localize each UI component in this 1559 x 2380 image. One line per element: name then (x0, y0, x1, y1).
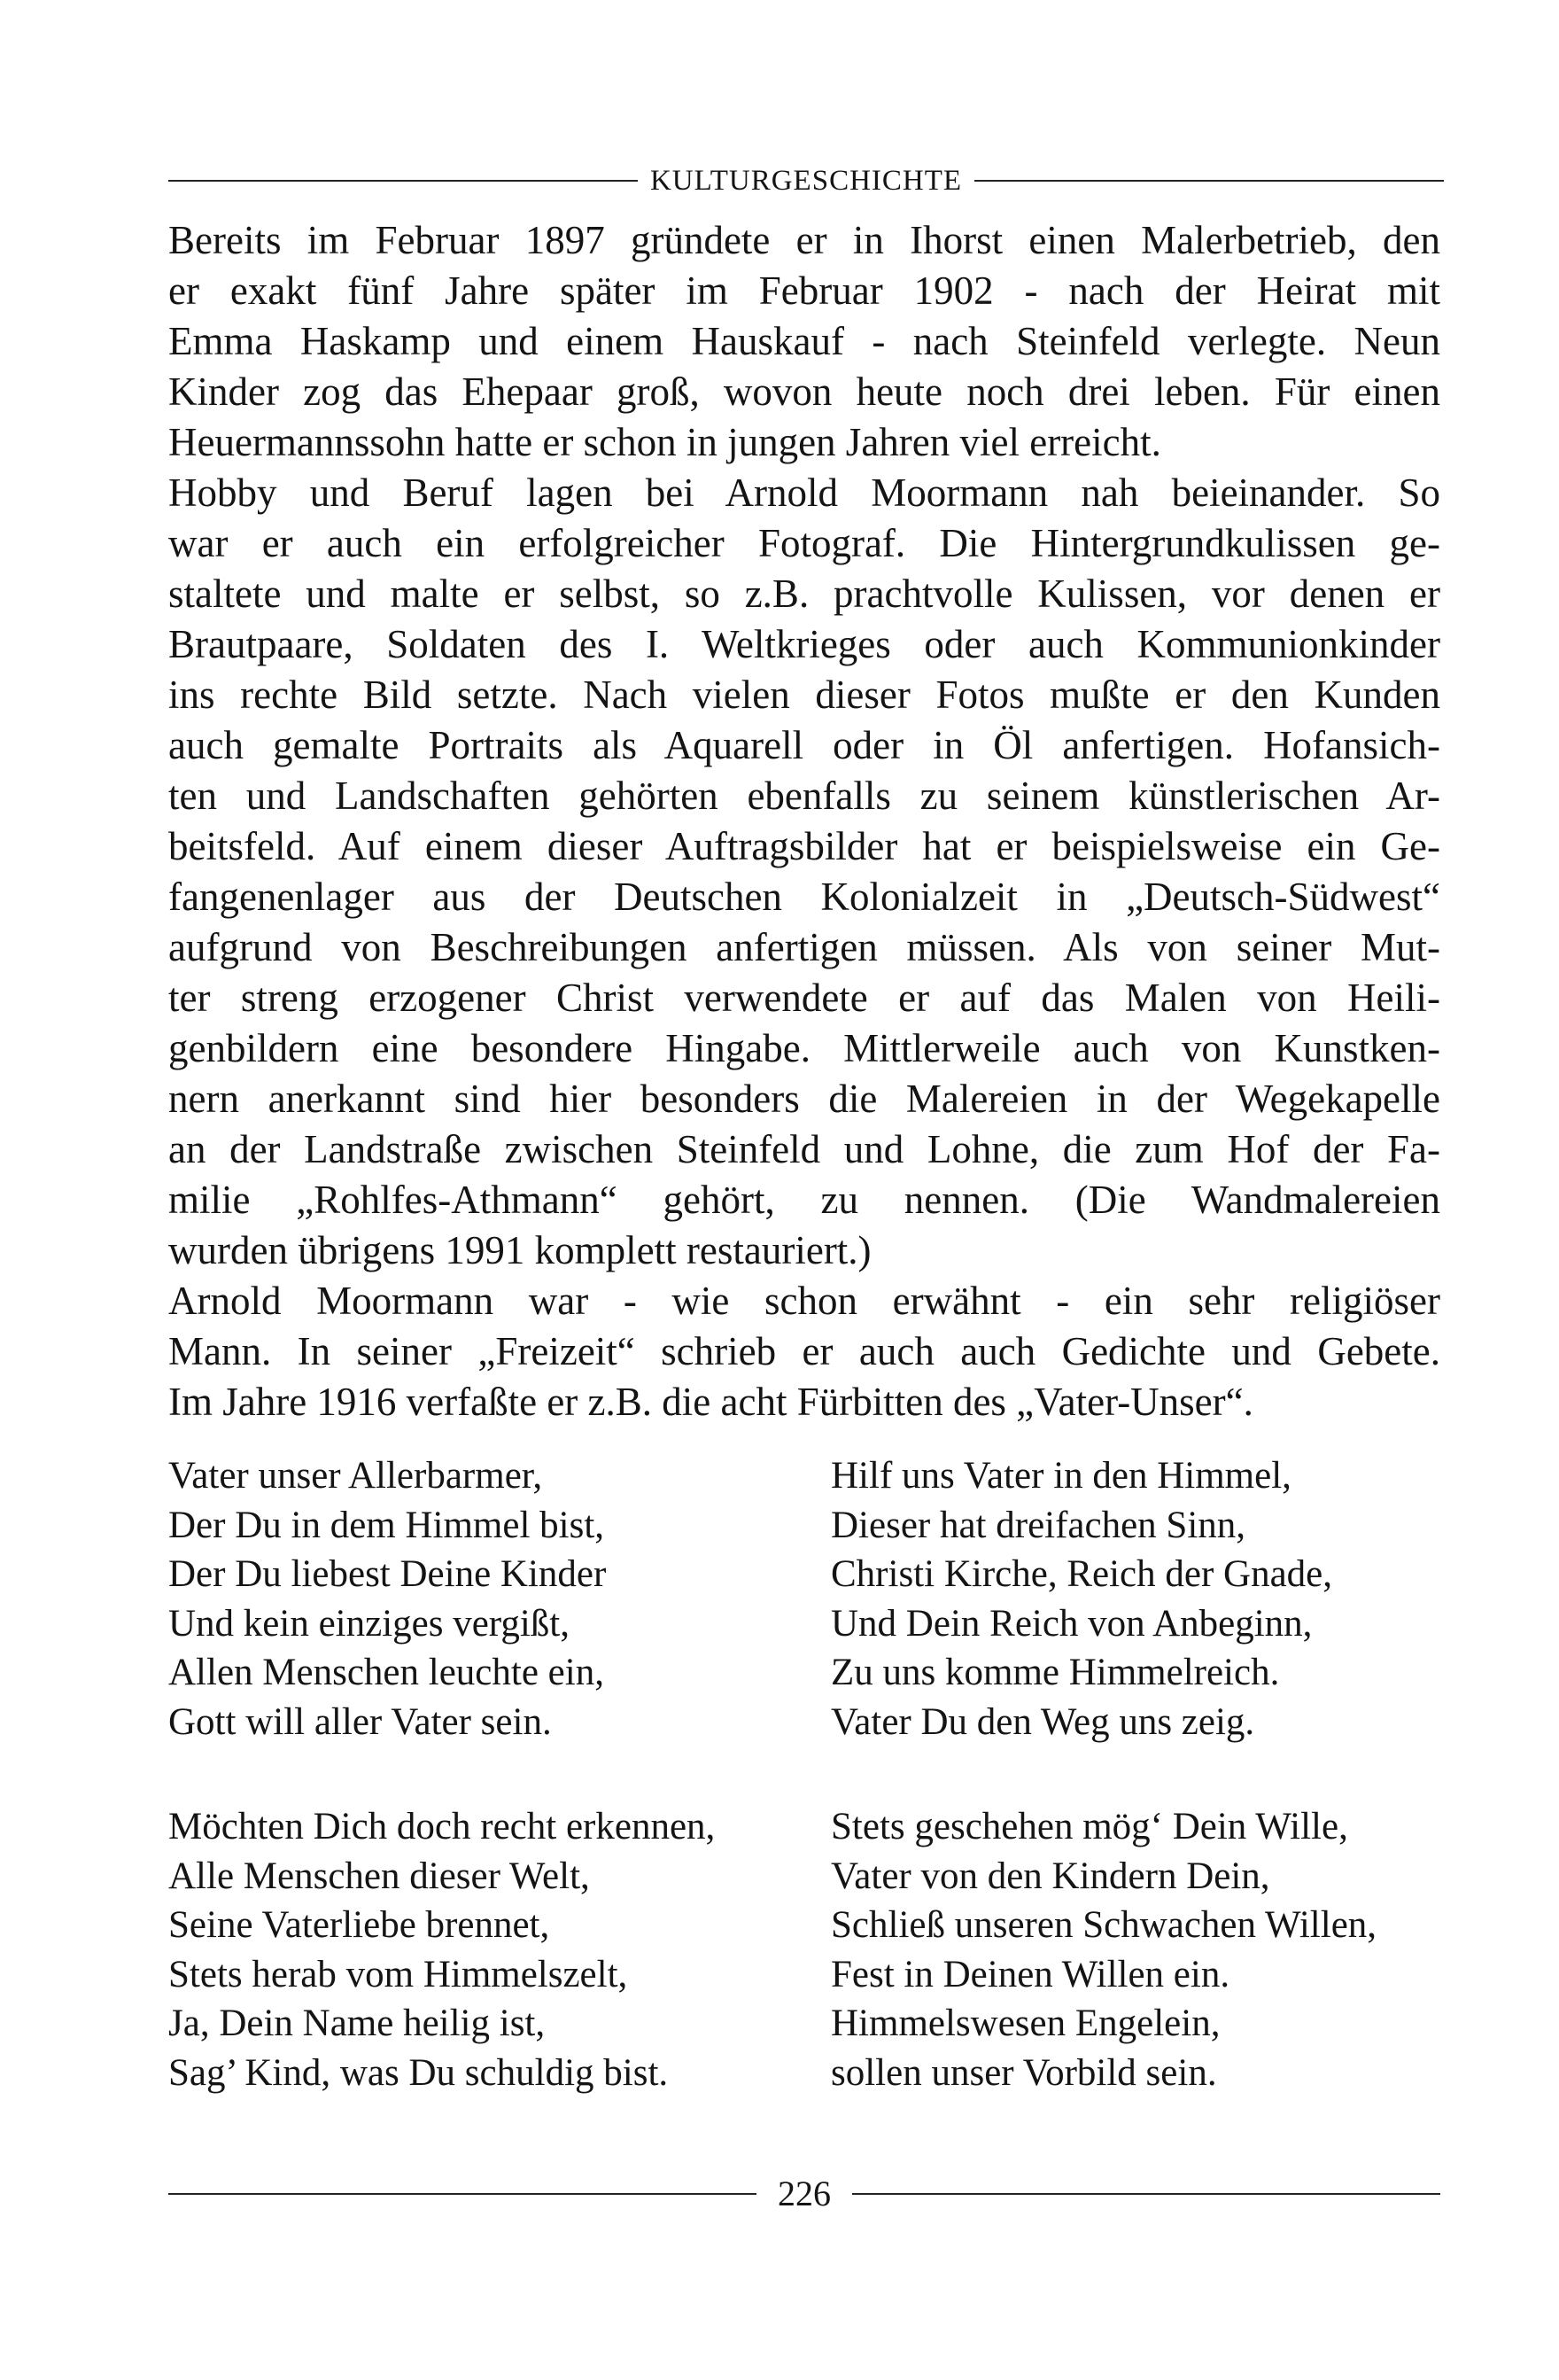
body-line: staltete und malte er selbst, so z.B. prachtvolle Kulissen, vor denen er (168, 572, 1440, 616)
body-line: wurden übrigens 1991 komplett restauriert.) (168, 1228, 872, 1272)
body-line: Hobby und Beruf lagen bei Arnold Moormann nah beieinander. So (168, 471, 1440, 515)
body-line: an der Landstraße zwischen Steinfeld und Lohne, die zum Hof der Fa- (168, 1127, 1440, 1171)
body-line: genbildern eine besondere Hingabe. Mittlerweile auch von Kunstken- (168, 1026, 1440, 1070)
footer-rule-right (852, 2193, 1440, 2195)
body-line: war er auch ein erfolgreicher Fotograf. Die Hintergrundkulissen ge- (168, 521, 1440, 565)
running-header (168, 154, 1444, 207)
section-title: KULTURGESCHICHTE (649, 164, 963, 197)
poem-verse: sollen unser Vorbild sein. (831, 2051, 1217, 2094)
body-line: ten und Landschaften gehörten ebenfalls zu seinem künstlerischen Ar- (168, 774, 1440, 818)
poem-verse: Fest in Deinen Willen ein. (831, 1953, 1230, 1995)
poem-verse: Christi Kirche, Reich der Gnade, (831, 1553, 1332, 1595)
poem-verse: Vater von den Kindern Dein, (831, 1855, 1270, 1897)
poem-verse: Seine Vaterliebe brennet, (168, 1904, 550, 1946)
poem-verse: Der Du liebest Deine Kinder (168, 1553, 607, 1595)
body-line: fangenenlager aus der Deutschen Kolonialzeit in „Deutsch-Südwest“ (168, 875, 1440, 919)
body-line: auch gemalte Portraits als Aquarell oder in Öl anfertigen. Hofansich- (168, 723, 1440, 767)
footer-rule-left (168, 2193, 756, 2195)
poem-stanza (168, 1451, 715, 1746)
body-line: Heuermannssohn hatte er schon in jungen Jahren viel erreicht. (168, 420, 1161, 464)
body-line: Kinder zog das Ehepaar groß, wovon heute noch drei leben. Für einen (168, 369, 1440, 414)
body-line: ter streng erzogener Christ verwendete er auf das Malen von Heili- (168, 976, 1440, 1020)
header-rule-right (974, 180, 1444, 182)
poem-verse: Himmelswesen Engelein, (831, 2003, 1221, 2044)
poem-verse: Möchten Dich doch recht erkennen, (168, 1806, 716, 1847)
body-line: Bereits im Februar 1897 gründete er in Ihorst einen Malerbetrieb, den (168, 218, 1440, 262)
poem-column-left (168, 1451, 715, 2097)
body-line: nern anerkannt sind hier besonders die Malereien in der Wegekapelle (168, 1077, 1440, 1121)
body-line: milie „Rohlfes-Athmann“ gehört, zu nennen. (Die Wandmalereien (168, 1178, 1440, 1222)
body-line: Brautpaare, Soldaten des I. Weltkrieges oder auch Kommunionkinder (168, 622, 1440, 666)
poem-verse: Vater unser Allerbarmer, (168, 1455, 543, 1497)
poem-verse: Ja, Dein Name heilig ist, (168, 2003, 546, 2044)
body-text (168, 215, 1440, 1427)
poem-verse: Der Du in dem Himmel bist, (168, 1504, 605, 1546)
body-line: aufgrund von Beschreibungen anfertigen müssen. Als von seiner Mut- (168, 925, 1440, 969)
page-footer (168, 2167, 1440, 2221)
poem-verse: Und Dein Reich von Anbeginn, (831, 1602, 1313, 1645)
poem-stanza (168, 1802, 715, 2097)
poem-verse: Dieser hat dreifachen Sinn, (831, 1504, 1246, 1546)
page-number: 226 (778, 2174, 831, 2213)
poem-verse: Sag’ Kind, was Du schuldig bist. (168, 2051, 669, 2094)
body-line: er exakt fünf Jahre später im Februar 1902 - nach der Heirat mit (168, 268, 1440, 313)
body-line: beitsfeld. Auf einem dieser Auftragsbilder hat er beispielsweise ein Ge- (168, 824, 1440, 868)
poem-verse: Vater Du den Weg uns zeig. (831, 1700, 1255, 1743)
body-line: Emma Haskamp und einem Hauskauf - nach Steinfeld verlegte. Neun (168, 319, 1440, 363)
poem-verse: Stets herab vom Himmelszelt, (168, 1953, 628, 1995)
poem-stanza (831, 1451, 1377, 1746)
poem-stanza (831, 1802, 1377, 2097)
poem-verse: Gott will aller Vater sein. (168, 1700, 552, 1743)
body-line: Mann. In seiner „Freizeit“ schrieb er auch auch Gedichte und Gebete. (168, 1329, 1440, 1373)
poem-verse: Alle Menschen dieser Welt, (168, 1855, 590, 1897)
header-rule-left (168, 180, 638, 182)
poem-verse: Zu uns komme Himmelreich. (831, 1652, 1280, 1693)
poem-verse: Hilf uns Vater in den Himmel, (831, 1455, 1291, 1497)
poem-verse: Schließ unseren Schwachen Willen, (831, 1904, 1377, 1946)
poem-verse: Allen Menschen leuchte ein, (168, 1652, 604, 1693)
body-line: Im Jahre 1916 verfaßte er z.B. die acht Fürbitten des „Vater-Unser“. (168, 1380, 1253, 1424)
poem-verse: Und kein einziges vergißt, (168, 1602, 570, 1645)
poem-column-right (831, 1451, 1377, 2097)
body-line: Arnold Moormann war - wie schon erwähnt - ein sehr religiöser (168, 1279, 1440, 1323)
body-line: ins rechte Bild setzte. Nach vielen dieser Fotos mußte er den Kunden (168, 673, 1440, 717)
poem-verse: Stets geschehen mög‘ Dein Wille, (831, 1806, 1348, 1847)
